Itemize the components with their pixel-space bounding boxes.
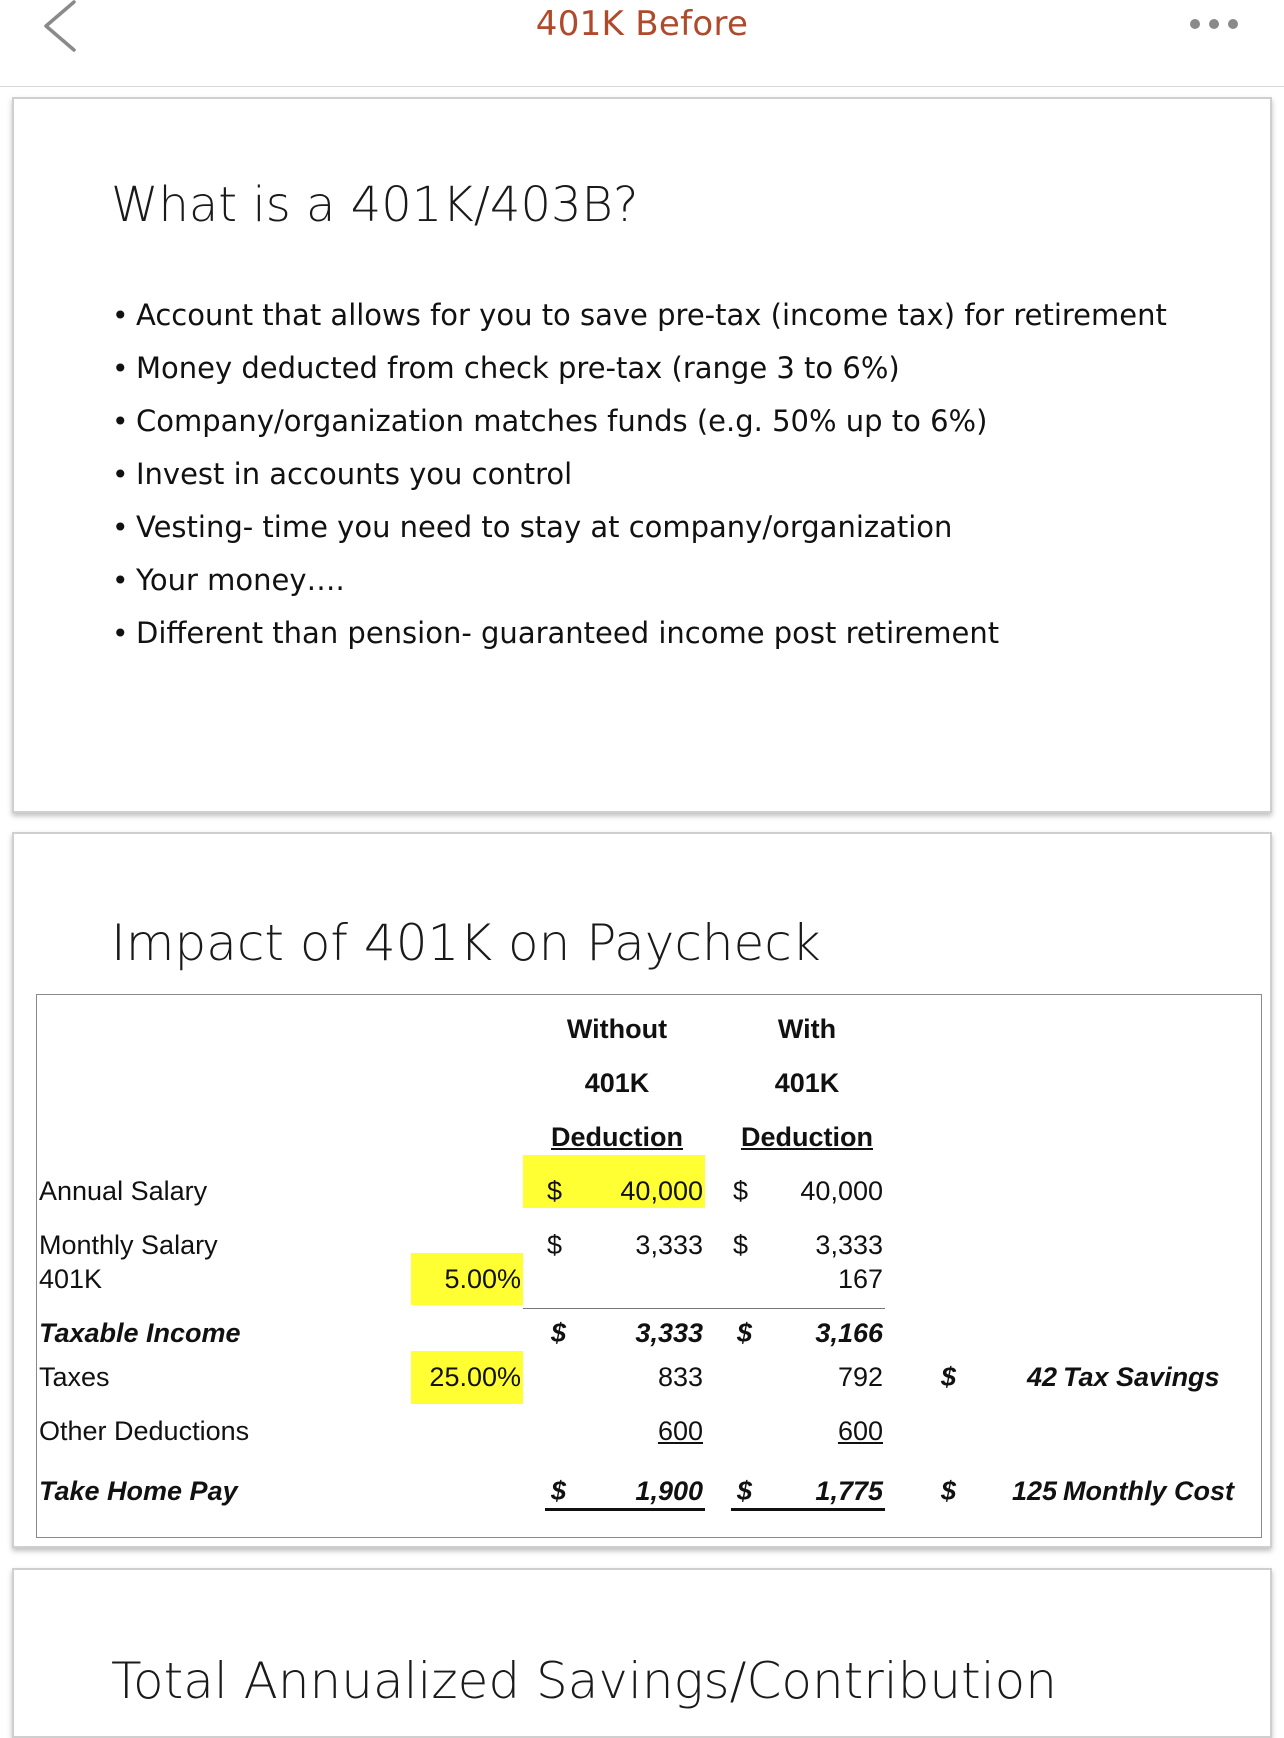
- more-options-button[interactable]: [1190, 17, 1238, 31]
- tax-savings-value: 42: [1026, 1362, 1057, 1392]
- header-without-line1: Without: [566, 1014, 668, 1044]
- bullet-item: • Invest in accounts you control: [112, 454, 1172, 495]
- taxable-without-value: 3,333: [635, 1318, 703, 1348]
- taxable-with-symbol: $: [737, 1318, 753, 1348]
- header-with-line1: With: [777, 1014, 837, 1044]
- take-home-without-symbol: $: [551, 1476, 567, 1506]
- monthly-cost-symbol: $: [941, 1476, 957, 1506]
- bullet-item: • Account that allows for you to save pre-tax (income tax) for retirement: [112, 295, 1172, 336]
- tax-percent: 25.00%: [429, 1362, 521, 1392]
- monthly-cost-label: Monthly Cost: [1063, 1476, 1234, 1506]
- other-deductions-without-value: 600: [657, 1416, 703, 1446]
- take-home-without-value: 1,900: [635, 1476, 703, 1506]
- taxes-without-value: 833: [657, 1362, 703, 1392]
- subtotal-rule: [523, 1308, 885, 1309]
- tax-savings-label: Tax Savings: [1063, 1362, 1220, 1392]
- other-deductions-with-value: 600: [837, 1416, 883, 1446]
- monthly-cost-value: 125: [1011, 1476, 1057, 1506]
- header-with-line3: Deduction: [741, 1122, 873, 1152]
- take-home-with-value: 1,775: [815, 1476, 883, 1506]
- bullet-item: • Money deducted from check pre-tax (range 3 to 6%): [112, 348, 1172, 389]
- document-title: 401K Before: [535, 4, 749, 44]
- bullet-item: • Different than pension- guaranteed income post retirement: [112, 613, 1172, 654]
- row-label-401k: 401K: [39, 1264, 103, 1294]
- header-without-line2: 401K: [584, 1068, 650, 1098]
- row-label-taxable-income: Taxable Income: [39, 1318, 241, 1348]
- slide-title: What is a 401K/403B?: [111, 177, 639, 233]
- annual-salary-without-symbol: $: [547, 1176, 563, 1206]
- header-with-line2: 401K: [774, 1068, 840, 1098]
- slide-1[interactable]: [12, 97, 1272, 813]
- slide-title: Total Annualized Savings/Contribution: [111, 1652, 1057, 1710]
- header-without-line3: Deduction: [551, 1122, 683, 1152]
- monthly-salary-with-symbol: $: [733, 1230, 749, 1260]
- monthly-salary-without-symbol: $: [547, 1230, 563, 1260]
- monthly-salary-with-value: 3,333: [815, 1230, 883, 1260]
- total-rule-with: [731, 1508, 885, 1511]
- monthly-salary-without-value: 3,333: [635, 1230, 703, 1260]
- 401k-percent: 5.00%: [444, 1264, 521, 1294]
- bullet-item: • Vesting- time you need to stay at company/organization: [112, 507, 1172, 548]
- taxable-without-symbol: $: [551, 1318, 567, 1348]
- total-rule-without: [545, 1508, 705, 1511]
- more-horizontal-icon: [1190, 19, 1200, 29]
- tax-savings-symbol: $: [941, 1362, 957, 1392]
- row-label-annual-salary: Annual Salary: [39, 1176, 208, 1206]
- take-home-with-symbol: $: [737, 1476, 753, 1506]
- paycheck-spreadsheet: [36, 994, 1262, 1538]
- slide-title: Impact of 401K on Paycheck: [111, 914, 821, 972]
- top-nav-bar: [0, 0, 1284, 87]
- annual-salary-with-symbol: $: [733, 1176, 749, 1206]
- row-label-monthly-salary: Monthly Salary: [39, 1230, 218, 1260]
- row-label-taxes: Taxes: [39, 1362, 110, 1392]
- slide-2[interactable]: [12, 832, 1272, 1548]
- slide-3[interactable]: [12, 1568, 1272, 1738]
- taxes-with-value: 792: [837, 1362, 883, 1392]
- bullet-list: [112, 295, 1172, 666]
- bullet-item: • Your money….: [112, 560, 1172, 601]
- row-label-other-deductions: Other Deductions: [39, 1416, 250, 1446]
- row-label-take-home-pay: Take Home Pay: [39, 1476, 238, 1506]
- bullet-item: • Company/organization matches funds (e.g. 50% up to 6%): [112, 401, 1172, 442]
- annual-salary-with-value: 40,000: [800, 1176, 883, 1206]
- annual-salary-without-value: 40,000: [620, 1176, 703, 1206]
- 401k-with-value: 167: [837, 1264, 883, 1294]
- taxable-with-value: 3,166: [815, 1318, 883, 1348]
